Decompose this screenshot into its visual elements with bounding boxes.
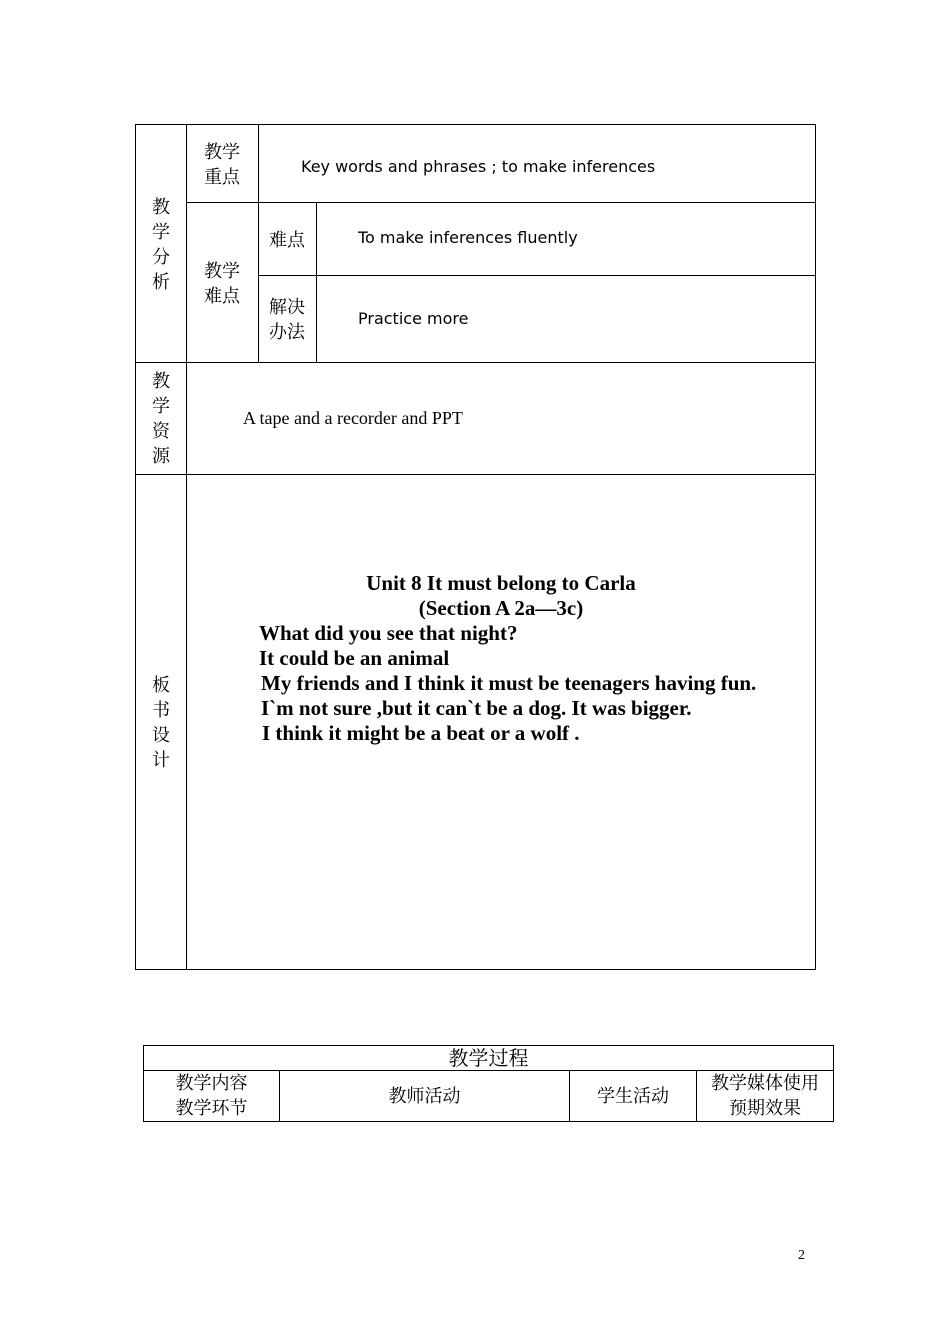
difficult-point-text: To make inferences fluently: [358, 228, 578, 247]
board-line: It could be an animal: [259, 646, 450, 670]
analysis-label: 教 学 分 析: [152, 197, 170, 293]
difficult-point-label: 难点: [269, 230, 305, 251]
board-line: What did you see that night?: [259, 621, 518, 645]
solution-label: 解决 办法: [269, 297, 305, 343]
board-line: I`m not sure ,but it can`t be a dog. It was bigger.: [261, 696, 692, 720]
board-design-label: 板 书 设 计: [152, 675, 170, 771]
key-points-label: 教学 重点: [204, 142, 240, 188]
resources-label: 教 学 资 源: [152, 371, 170, 467]
process-title: 教学过程: [448, 1046, 529, 1070]
solution-text: Practice more: [358, 309, 469, 328]
page-number: 2: [798, 1248, 805, 1263]
board-line: I think it might be a beat or a wolf .: [262, 721, 580, 745]
difficulty-label: 教学 难点: [204, 261, 240, 307]
key-points-text: Key words and phrases ; to make inferences: [301, 157, 656, 176]
process-col-teacher: 教师活动: [388, 1086, 461, 1107]
resources-text: A tape and a recorder and PPT: [243, 408, 463, 428]
board-title: Unit 8 It must belong to Carla: [366, 571, 636, 595]
process-col-content-stage: 教学内容 教学环节: [175, 1073, 248, 1119]
process-col-student: 学生活动: [597, 1086, 669, 1107]
process-col-media-effect: 教学媒体使用 预期效果: [711, 1073, 819, 1119]
board-line: My friends and I think it must be teenagers having fun.: [261, 671, 757, 695]
board-subtitle: (Section A 2a—3c): [418, 596, 584, 620]
